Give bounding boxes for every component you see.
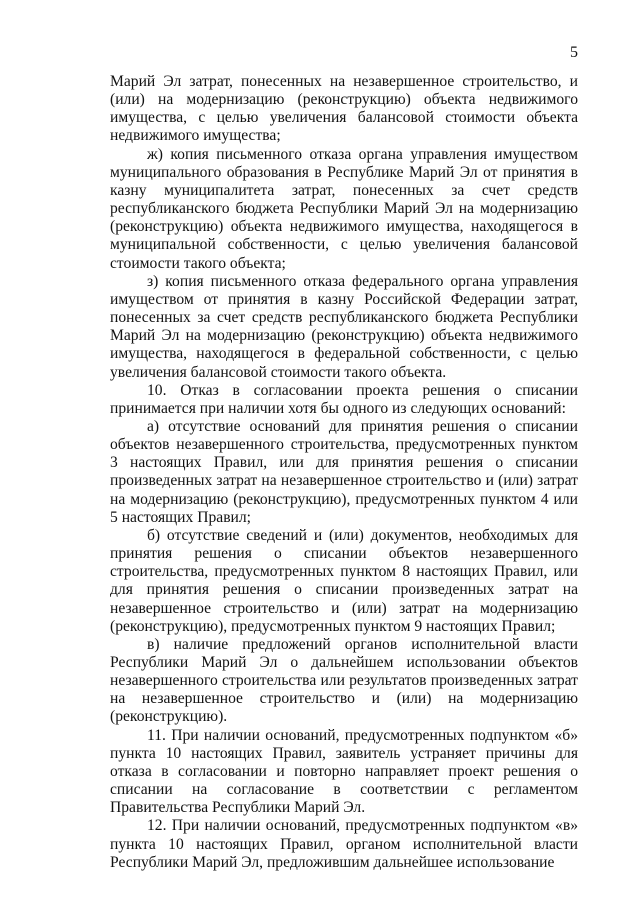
paragraph-item-v: в) наличие предложений органов исполнительной власти Республики Марий Эл о дальнейшем использовании объектов незавершенного строительства или результатов произведенных затрат на незавершенное строительство и (или) на модернизацию (реконструкцию). [110, 635, 578, 726]
paragraph-item-a: а) отсутствие оснований для принятия решения о списании объектов незавершенного строительства, предусмотренных пунктом 3 настоящих Правил, или для принятия решения о списании произведенных затрат на незавершенное строительство и (или) затрат на модернизацию (реконструкцию), предусмотренных пунктом 4 или 5 настоящих Правил; [110, 417, 578, 526]
document-body [110, 73, 578, 872]
paragraph-item-z: з) копия письменного отказа федерального органа управления имуществом от принятия в казну Российской Федерации затрат, понесенных за счет средств республиканского бюджета Республики Марий Эл на модернизацию (реконструкцию) объекта недвижимого имущества, находящегося в федеральной собственности, с целью увеличения балансовой стоимости такого объекта. [110, 272, 578, 381]
paragraph-clause-12: 12. При наличии оснований, предусмотренных подпунктом «в» пункта 10 настоящих Правил, органом исполнительной власти Республики Марий Эл, предложившим дальнейшее использование [110, 817, 578, 871]
paragraph-clause-11: 11. При наличии оснований, предусмотренных подпунктом «б» пункта 10 настоящих Правил, заявитель устраняет причины для отказа в согласовании и повторно направляет проект решения о списании на согласование в соответствии с регламентом Правительства Республики Марий Эл. [110, 726, 578, 817]
paragraph-clause-10: 10. Отказ в согласовании проекта решения о списании принимается при наличии хотя бы одного из следующих оснований: [110, 381, 578, 417]
paragraph-item-b: б) отсутствие сведений и (или) документов, необходимых для принятия решения о списании объектов незавершенного строительства, предусмотренных пунктом 8 настоящих Правил, или для принятия решения о списании произведенных затрат на незавершенное строительство и (или) затрат на модернизацию (реконструкцию), предусмотренных пунктом 9 настоящих Правил; [110, 526, 578, 635]
page-number: 5 [570, 44, 578, 61]
paragraph-continuation: Марий Эл затрат, понесенных на незавершенное строительство, и (или) на модернизацию (реконструкцию) объекта недвижимого имущества, с целью увеличения балансовой стоимости объекта недвижимого имущества; [110, 73, 578, 145]
paragraph-item-zh: ж) копия письменного отказа органа управления имуществом муниципального образования в Республике Марий Эл от принятия в казну муниципалитета затрат, понесенных за счет средств республиканского бюджета Республики Марий Эл на модернизацию (реконструкцию) объекта недвижимого имущества, находящегося в муниципальной собственности, с целью увеличения балансовой стоимости такого объекта; [110, 145, 578, 272]
